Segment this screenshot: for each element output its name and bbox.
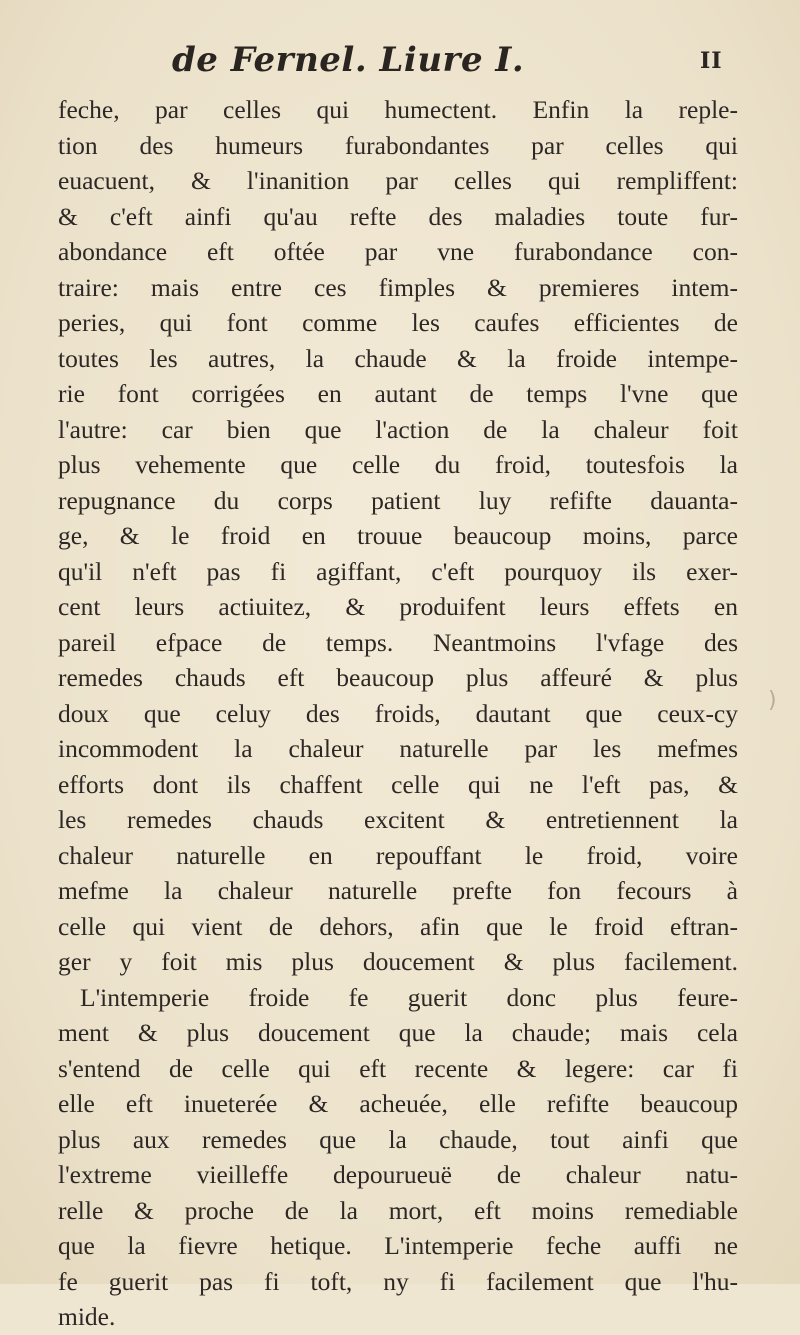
- text-line: remedes chauds eft beaucoup plus affeuré & plus: [58, 663, 738, 692]
- text-line: abondance eft oftée par vne furabondance con-: [58, 237, 738, 266]
- text-line: relle & proche de la mort, eft moins remediable: [58, 1195, 738, 1225]
- text-line: doux que celuy des froids, dautant que ceux-cy: [58, 698, 738, 728]
- page-number: II: [700, 48, 723, 74]
- text-line: plus vehemente que celle du froid, toutesfois la: [58, 450, 738, 479]
- running-head-title: de Fernel. Liure I.: [172, 40, 525, 80]
- text-line: repugnance du corps patient luy refifte dauanta-: [58, 485, 738, 515]
- text-line: traire: mais entre ces fimples & premieres intem-: [58, 272, 738, 302]
- text-line: cent leurs actiuitez, & produifent leurs effets en: [58, 592, 738, 621]
- text-line: & c'eft ainfi qu'au refte des maladies toute fur-: [58, 201, 738, 231]
- text-line: pareil efpace de temps. Neantmoins l'vfage des: [58, 627, 738, 657]
- text-line: peries, qui font comme les caufes efficientes de: [58, 308, 738, 337]
- text-line: euacuent, & l'inanition par celles qui rempliffent:: [58, 166, 738, 195]
- text-line: s'entend de celle qui eft recente & legere: car fi: [58, 1053, 738, 1083]
- text-line: qu'il n'eft pas fi agiffant, c'eft pourquoy ils exer-: [58, 556, 738, 586]
- text-line: efforts dont ils chaffent celle qui ne l'eft pas, &: [58, 769, 738, 799]
- text-line: fe guerit pas fi toft, ny fi facilement que l'hu-: [58, 1266, 738, 1296]
- text-line: chaleur naturelle en repouffant le froid, voire: [58, 840, 738, 870]
- running-head: [0, 40, 800, 90]
- text-line: les remedes chauds excitent & entretiennent la: [58, 805, 738, 834]
- text-line: ment & plus doucement que la chaude; mais cela: [58, 1018, 738, 1047]
- text-line: rie font corrigées en autant de temps l'vne que: [58, 379, 738, 408]
- text-line: ge, & le froid en trouue beaucoup moins, parce: [58, 521, 738, 550]
- text-line: celle qui vient de dehors, afin que le froid eftran-: [58, 911, 738, 941]
- text-line: feche, par celles qui humectent. Enfin la reple-: [58, 95, 738, 124]
- text-line: toutes les autres, la chaude & la froide intempe-: [58, 343, 738, 373]
- text-line: l'extreme vieilleffe depourueuë de chaleur natu-: [58, 1160, 738, 1189]
- text-line: incommodent la chaleur naturelle par les mefmes: [58, 734, 738, 763]
- text-line: tion des humeurs furabondantes par celles qui: [58, 130, 738, 160]
- margin-bleed-mark: ): [768, 688, 777, 713]
- text-line: mefme la chaleur naturelle prefte fon fecours à: [58, 876, 738, 905]
- text-line: l'autre: car bien que l'action de la chaleur foit: [58, 414, 738, 444]
- body-text: [58, 92, 738, 1335]
- text-line: mide.: [58, 1302, 116, 1331]
- text-line: que la fievre hetique. L'intemperie feche auffi ne: [58, 1231, 738, 1260]
- text-line: elle eft inueterée & acheuée, elle refifte beaucoup: [58, 1089, 738, 1118]
- text-line: L'intemperie froide fe guerit donc plus feure-: [80, 982, 738, 1012]
- text-line: plus aux remedes que la chaude, tout ainfi que: [58, 1124, 738, 1154]
- text-line: ger y foit mis plus doucement & plus facilement.: [58, 947, 738, 976]
